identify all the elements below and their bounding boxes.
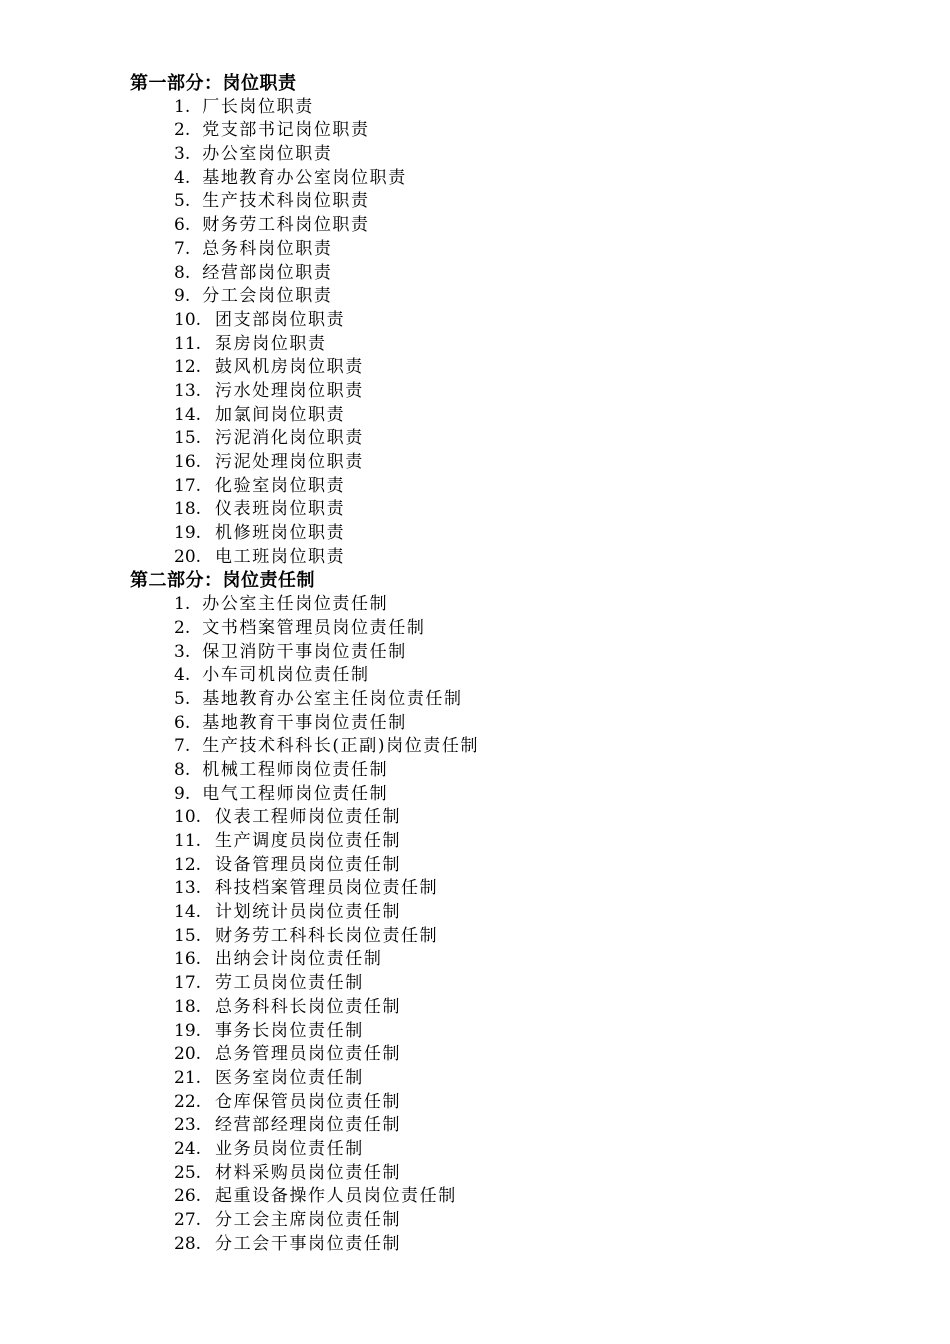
section-title: 第二部分：岗位责任制 [130, 570, 315, 592]
list-item-number: 17. [174, 475, 202, 496]
list-item-number: 19. [174, 1020, 202, 1041]
list-item-number: 22. [174, 1091, 202, 1112]
list-item-number: 20. [174, 546, 202, 567]
list-item [130, 972, 890, 996]
list-item-label: 生产调度员岗位责任制 [215, 831, 402, 851]
list-item-number: 1. [174, 594, 191, 615]
list-item-number: 25. [174, 1162, 202, 1183]
list-item-number: 3. [174, 641, 191, 662]
list-item-label: 基地教育办公室岗位职责 [202, 167, 407, 188]
list-item-label: 厂长岗位职责 [202, 96, 314, 117]
list-item-number: 13. [174, 878, 202, 899]
list-item-label: 财务劳工科科长岗位责任制 [215, 925, 439, 946]
list-item-number: 9. [174, 286, 191, 307]
list-item-number: 12. [174, 357, 202, 378]
list-item-label: 经营部经理岗位责任制 [215, 1115, 402, 1136]
list-item-label: 污泥消化岗位职责 [215, 428, 364, 449]
list-item [130, 759, 890, 783]
list-item-number: 20. [174, 1044, 202, 1065]
list-item-number: 11. [174, 333, 202, 354]
list-item-number: 6. [174, 215, 191, 236]
list-item-label: 分工会主席岗位责任制 [215, 1210, 402, 1230]
list-item [130, 1138, 890, 1162]
list-item [130, 1043, 890, 1067]
list-item [130, 1067, 890, 1091]
list-item-number: 18. [174, 996, 202, 1017]
list-item-label: 基地教育干事岗位责任制 [202, 712, 407, 733]
list-item-label: 仪表班岗位职责 [215, 499, 346, 520]
list-item-number: 7. [174, 238, 191, 259]
list-item-number: 6. [174, 712, 191, 733]
list-item [130, 925, 890, 949]
list-item [130, 783, 890, 807]
list-item [130, 522, 890, 546]
list-item-number: 16. [174, 452, 202, 472]
list-item-label: 生产技术科岗位职责 [202, 191, 370, 212]
list-item-number: 5. [174, 191, 191, 212]
list-item-number: 28. [174, 1233, 202, 1254]
list-item-label: 材料采购员岗位责任制 [215, 1162, 402, 1183]
list-item-label: 财务劳工科岗位职责 [202, 215, 370, 236]
list-item-number: 8. [174, 262, 191, 283]
list-item-label: 计划统计员岗位责任制 [215, 902, 402, 923]
list-item-label: 经营部岗位职责 [202, 262, 333, 283]
list-item-number: 19. [174, 523, 202, 544]
list-item [130, 214, 890, 238]
list-item-label: 保卫消防干事岗位责任制 [202, 641, 407, 662]
list-item-number: 12. [174, 854, 202, 875]
list-item-number: 5. [174, 688, 191, 709]
list-item-number: 1. [174, 96, 191, 117]
list-item [130, 262, 890, 286]
list-item [130, 664, 890, 688]
list-item-label: 办公室主任岗位责任制 [202, 594, 389, 615]
list-item [130, 1209, 890, 1233]
list-item [130, 167, 890, 191]
list-item [130, 735, 890, 759]
list-item [130, 617, 890, 641]
section-item-list [130, 96, 890, 570]
list-item-number: 14. [174, 902, 202, 923]
list-item-number: 15. [174, 925, 202, 946]
list-item [130, 1185, 890, 1209]
list-item-label: 加氯间岗位职责 [215, 404, 346, 425]
list-item-label: 仪表工程师岗位责任制 [215, 807, 402, 828]
list-item [130, 356, 890, 380]
list-item [130, 948, 890, 972]
list-item-label: 文书档案管理员岗位责任制 [202, 617, 426, 638]
list-item [130, 901, 890, 925]
list-item-label: 总务科科长岗位责任制 [215, 996, 402, 1017]
list-item-number: 4. [174, 665, 191, 686]
list-item-label: 分工会干事岗位责任制 [215, 1233, 402, 1254]
list-item-label: 出纳会计岗位责任制 [215, 949, 383, 970]
list-item-label: 仓库保管员岗位责任制 [215, 1091, 402, 1112]
list-item [130, 641, 890, 665]
list-item-label: 医务室岗位责任制 [215, 1067, 364, 1088]
list-item [130, 1162, 890, 1186]
list-item-number: 18. [174, 499, 202, 520]
section-item-list [130, 593, 890, 1256]
list-item-label: 污泥处理岗位职责 [215, 452, 364, 472]
list-item [130, 712, 890, 736]
list-item-number: 21. [174, 1067, 202, 1088]
list-item-label: 业务员岗位责任制 [215, 1138, 364, 1159]
list-item-label: 科技档案管理员岗位责任制 [215, 878, 439, 899]
list-item [130, 475, 890, 499]
list-item-label: 办公室岗位职责 [202, 144, 333, 165]
list-item [130, 688, 890, 712]
list-item-label: 事务长岗位责任制 [215, 1020, 364, 1041]
list-item [130, 1091, 890, 1115]
list-item [130, 96, 890, 120]
list-item-number: 14. [174, 404, 202, 425]
list-item-label: 机械工程师岗位责任制 [202, 759, 389, 780]
list-item [130, 285, 890, 309]
list-item [130, 498, 890, 522]
list-item-number: 10. [174, 807, 202, 828]
list-item [130, 380, 890, 404]
list-item [130, 806, 890, 830]
list-item-label: 党支部书记岗位职责 [202, 120, 370, 141]
list-item-number: 26. [174, 1186, 202, 1207]
list-item-label: 劳工员岗位责任制 [215, 973, 364, 994]
list-item-label: 团支部岗位职责 [215, 309, 346, 330]
list-item [130, 593, 890, 617]
list-item-number: 9. [174, 783, 191, 804]
section-duties [130, 72, 890, 569]
list-item [130, 546, 890, 570]
list-item-number: 27. [174, 1210, 202, 1230]
list-item-number: 2. [174, 617, 191, 638]
list-item-label: 基地教育办公室主任岗位责任制 [202, 688, 463, 709]
list-item [130, 1114, 890, 1138]
list-item [130, 119, 890, 143]
list-item [130, 238, 890, 262]
list-item [130, 143, 890, 167]
list-item-label: 设备管理员岗位责任制 [215, 854, 402, 875]
list-item-label: 小车司机岗位责任制 [202, 665, 370, 686]
list-item-number: 7. [174, 736, 191, 757]
list-item-number: 17. [174, 973, 202, 994]
list-item [130, 830, 890, 854]
list-item-number: 24. [174, 1138, 202, 1159]
list-item-number: 16. [174, 949, 202, 970]
list-item [130, 190, 890, 214]
list-item-label: 生产技术科科长(正副)岗位责任制 [202, 736, 480, 757]
list-item-number: 2. [174, 120, 191, 141]
table-of-contents [130, 72, 890, 1256]
list-item-label: 分工会岗位职责 [202, 286, 333, 307]
list-item-number: 23. [174, 1115, 202, 1136]
list-item-label: 电气工程师岗位责任制 [202, 783, 389, 804]
list-item-number: 13. [174, 380, 202, 401]
list-item [130, 451, 890, 475]
list-item-number: 11. [174, 831, 202, 851]
list-item-number: 8. [174, 759, 191, 780]
list-item-number: 4. [174, 167, 191, 188]
list-item-label: 污水处理岗位职责 [215, 380, 364, 401]
list-item-label: 电工班岗位职责 [215, 546, 346, 567]
section-title: 第一部分：岗位职责 [130, 73, 297, 94]
list-item [130, 996, 890, 1020]
list-item [130, 333, 890, 357]
list-item-label: 化验室岗位职责 [215, 475, 346, 496]
list-item [130, 854, 890, 878]
list-item-label: 总务管理员岗位责任制 [215, 1044, 402, 1065]
list-item-number: 15. [174, 428, 202, 449]
list-item [130, 877, 890, 901]
list-item-label: 泵房岗位职责 [215, 333, 327, 354]
list-item [130, 1020, 890, 1044]
list-item-label: 鼓风机房岗位职责 [215, 357, 364, 378]
list-item [130, 1233, 890, 1257]
list-item-number: 10. [174, 309, 202, 330]
list-item [130, 427, 890, 451]
list-item-label: 总务科岗位职责 [202, 238, 333, 259]
list-item-label: 机修班岗位职责 [215, 523, 346, 544]
list-item-number: 3. [174, 144, 191, 165]
list-item [130, 404, 890, 428]
list-item [130, 309, 890, 333]
section-responsibility-system [130, 569, 890, 1256]
list-item-label: 起重设备操作人员岗位责任制 [215, 1186, 457, 1207]
